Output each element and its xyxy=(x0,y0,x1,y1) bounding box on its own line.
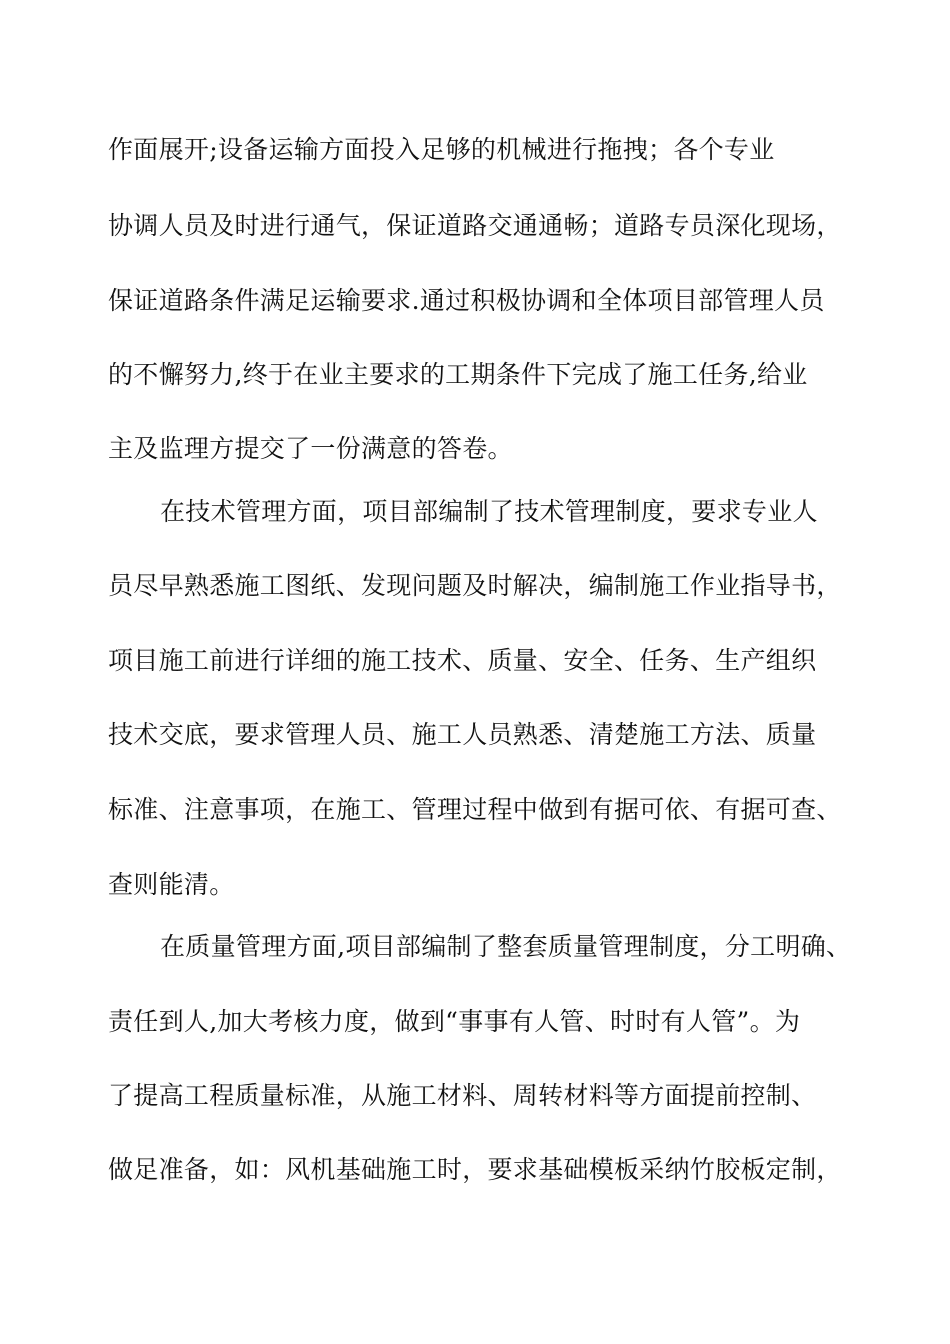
paragraph-start-technical: 在技术管理方面，项目部编制了技术管理制度，要求专业人 xyxy=(160,497,818,526)
text-line: 作面展开;设备运输方面投入足够的机械进行拖拽；各个专业 xyxy=(108,135,775,164)
text-line: 责任到人,加大考核力度，做到“事事有人管、时时有人管”。为 xyxy=(108,1007,801,1036)
text-line: 做足准备，如：风机基础施工时，要求基础模板采纳竹胶板定制， xyxy=(108,1155,842,1184)
text-line: 保证道路条件满足运输要求.通过积极协调和全体项目部管理人员 xyxy=(108,286,825,315)
text-line: 技术交底，要求管理人员、施工人员熟悉、清楚施工方法、质量 xyxy=(108,720,817,749)
text-line: 主及监理方提交了一份满意的答卷。 xyxy=(108,434,513,463)
paragraph-start-quality: 在质量管理方面,项目部编制了整套质量管理制度，分工明确、 xyxy=(160,932,852,961)
text-line: 的不懈努力,终于在业主要求的工期条件下完成了施工任务,给业 xyxy=(108,360,808,389)
text-line: 了提高工程质量标准，从施工材料、周转材料等方面提前控制、 xyxy=(108,1081,817,1110)
text-line: 协调人员及时进行通气，保证道路交通通畅；道路专员深化现场， xyxy=(108,211,842,240)
text-line: 员尽早熟悉施工图纸、发现问题及时解决，编制施工作业指导书， xyxy=(108,571,842,600)
text-line: 项目施工前进行详细的施工技术、质量、安全、任务、生产组织 xyxy=(108,646,817,675)
text-line: 查则能清。 xyxy=(108,870,235,899)
text-line: 标准、注意事项，在施工、管理过程中做到有据可依、有据可查、 xyxy=(108,795,842,824)
